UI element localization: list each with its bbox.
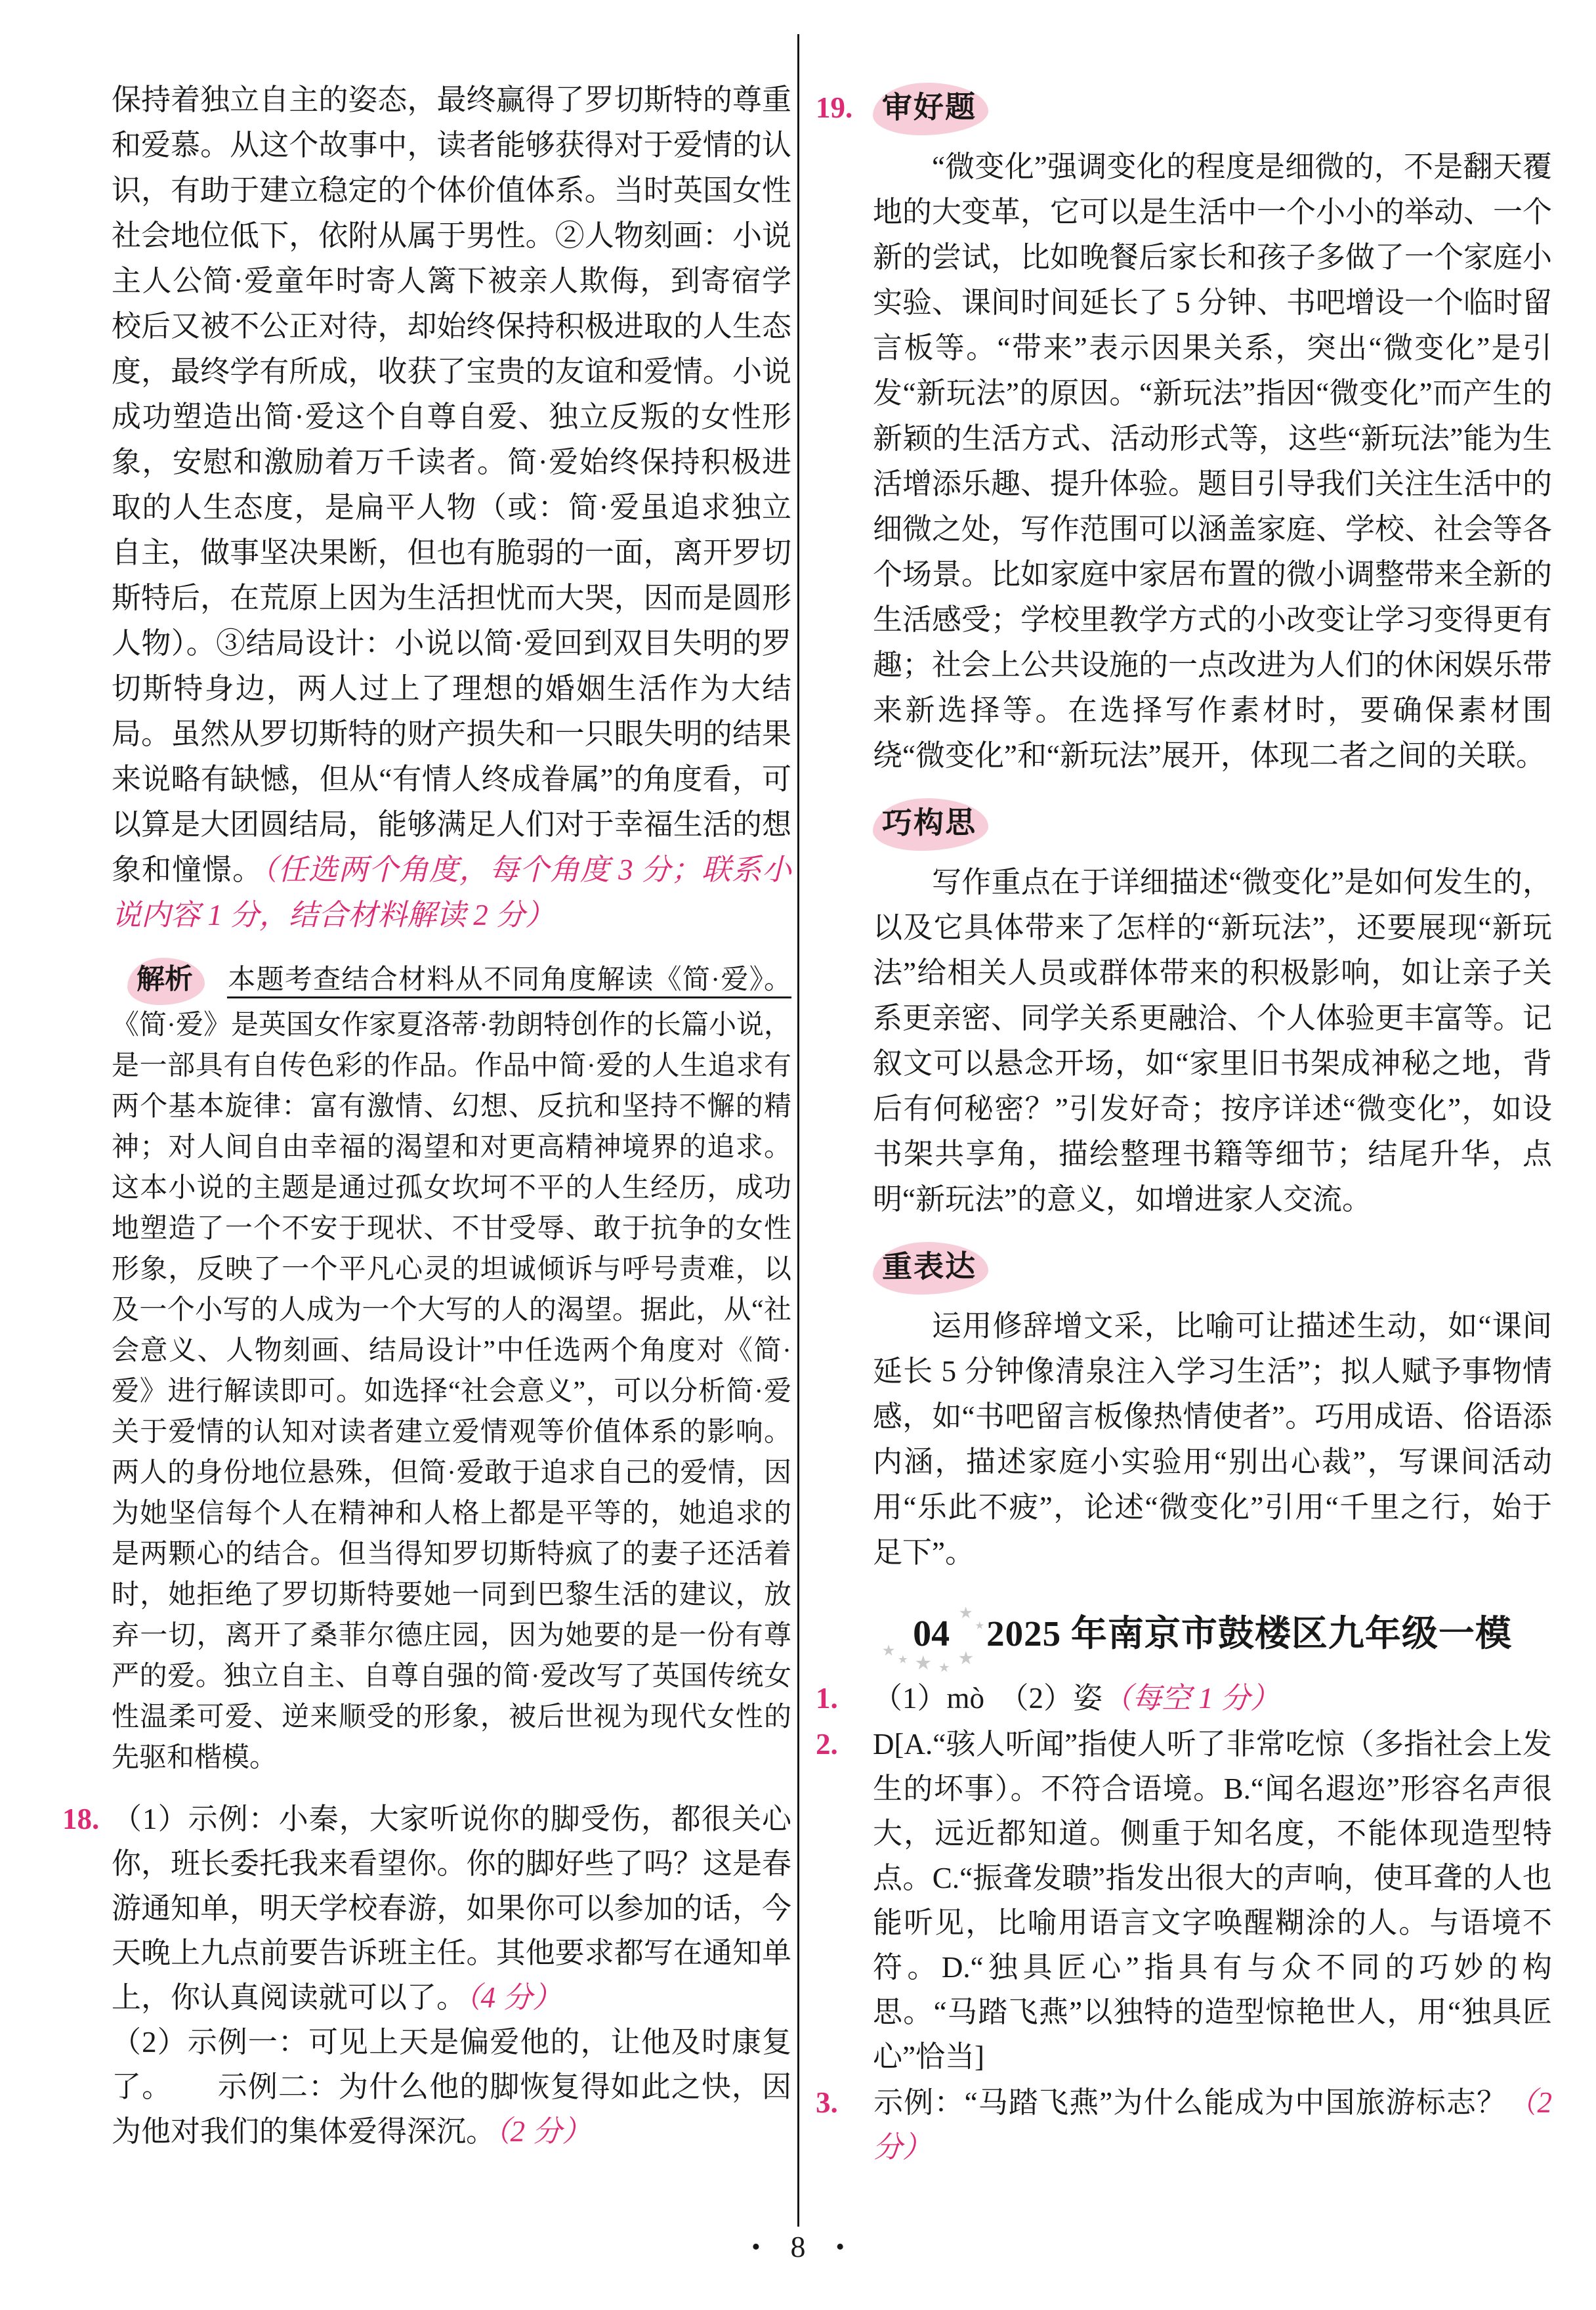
score-note: （4 分） [466, 1981, 562, 2014]
answer-items-list [816, 1676, 1552, 2170]
section-text: 运用修辞增文采，比喻可让描述生动，如“课间延长 5 分钟像清泉注入学习生活”；拟人赋予事物情感，如“书吧留言板像热情使者”。巧用成语、俗语添内涵，描述家庭小实验用“别出心裁”，写课间活动用“乐此不疲”，论述“微变化”引用“千里之行，始于足下”。 [873, 1310, 1552, 1569]
section-label-row [873, 798, 1552, 851]
score-note: （每空 1 分） [1102, 1682, 1280, 1715]
answer-text: （2）示例一：可见上天是偏爱他的，让他及时康复了。 示例二：为什么他的脚恢复得如此之快，因为他对我们的集体爱得深沉。 [112, 2026, 791, 2148]
section-label-qiao-gou-si: 巧构思 [873, 798, 989, 851]
section-text: “微变化”强调变化的程度是细微的，不是翻天覆地的大变革，它可以是生活中一个小小的举动、一个新的尝试，比如晚餐后家长和孩子多做了一个家庭小实验、课间时间延长了 5 分钟、书吧增设一个临时留言板等。“带来”表示因果关系，突出“微变化”是引发“新玩法”的原因。“新玩法”指因“微变化”而产生的新颖的生活方式、活动形式等，这些“新玩法”能为生活增添乐趣、提升体验。题目引导我们关注生活中的细微之处，写作范围可以涵盖家庭、学校、社会等各个场景。比如家庭中家居布置的微小调整带来全新的生活感受；学校里教学方式的小改变让学习变得更有趣；社会上公共设施的一点改进为人们的休闲娱乐带来新选择等。在选择写作素材时，要确保素材围绕“微变化”和“新玩法”展开，体现二者之间的关联。 [873, 150, 1553, 772]
item-number: 19. [816, 91, 853, 124]
section-label-shen-hao-ti: 审好题 [873, 82, 989, 136]
star-icon: ★ [959, 1650, 973, 1667]
section-label-zhong-biao-da: 重表达 [873, 1241, 989, 1295]
answer-text: 示例：“马踏飞燕”为什么能成为中国旅游标志？ [873, 2086, 1507, 2119]
item-19-heading-row [816, 83, 1552, 135]
answer-item-3 [816, 2080, 1552, 2170]
column-divider [797, 34, 799, 2227]
section-text: 写作重点在于详细描述“微变化”是如何发生的，以及它具体带来了怎样的“新玩法”，还要展现“新玩法”给相关人员或群体带来的积极影响，如让亲子关系更亲密、同学关系更融洽、个人体验更丰富等。记叙文可以悬念开场，如“家里旧书架成神秘之地，背后有何秘密？”引发好奇；按序详述“微变化”，如设书架共享角，描绘整理书籍等细节；结尾升华，点明“新玩法”的意义，如增进家人交流。 [873, 866, 1553, 1216]
score-note: （2 分） [873, 2086, 1552, 2164]
footer-dot: • [751, 2233, 761, 2261]
item-number: 3. [816, 2086, 838, 2119]
analysis-lead-sentence: 本题考查结合材料从不同角度解读《简·爱》。 [227, 965, 791, 995]
answer-17-continuation [112, 77, 791, 938]
star-icon: ★ [975, 1621, 984, 1631]
item-19-block [816, 83, 1552, 2170]
star-icon: ★ [959, 1605, 973, 1621]
analysis-body: 《简·爱》是英国女作家夏洛蒂·勃朗特创作的长篇小说，是一部具有自传色彩的作品。作品中简·爱的人生追求有两个基本旋律：富有激情、幻想、反抗和坚持不懈的精神；对人间自由幸福的渴望和对更高精神境界的追求。这本小说的主题是通过孤女坎坷不平的人生经历，成功地塑造了一个不安于现状、不甘受辱、敢于抗争的女性形象，反映了一个平凡心灵的坦诚倾诉与呼号责难，以及一个小写的人成为一个大写的人的渴望。据此，从“社会意义、人物刻画、结局设计”中任选两个角度对《简·爱》进行解读即可。如选择“社会意义”，可以分析简·爱关于爱情的认知对读者建立爱情观等价值体系的影响。两人的身份地位悬殊，但简·爱敢于追求自己的爱情，因为她坚信每个人在精神和人格上都是平等的，她追求的是两颗心的结合。但当得知罗切斯特疯了的妻子还活着时，她拒绝了罗切斯特要她一同到巴黎生活的建议，放弃一切，离开了桑菲尔德庄园，因为她要的是一份有尊严的爱。独立自主、自尊自强的简·爱改写了英国传统女性温柔可爱、逆来顺受的形象，被后世视为现代女性的先驱和楷模。 [112, 1010, 791, 1773]
answer-text: D[A.“骇人听闻”指使人听了非常吃惊（多指社会上发生的坏事）。不符合语境。B.“闻名遐迩”形容名声很大，远近都知道。侧重于知名度，不能体现造型特点。C.“振聋发聩”指发出很大的声响，使耳聋的人也能听见，比喻用语言文字唤醒糊涂的人。与语境不符。D.“独具匠心”指具有与众不同的巧妙的构思。“马踏飞燕”以独特的造型惊艳世人，用“独具匠心”恰当] [873, 1728, 1552, 2073]
star-icon: ★ [898, 1655, 908, 1665]
answer-item-18 [62, 1797, 791, 2154]
item-number: 2. [816, 1728, 838, 1761]
score-note: （2 分） [495, 2115, 592, 2148]
section-badge-wrap [883, 1605, 984, 1674]
right-column [816, 83, 1552, 2171]
page-number: 8 [790, 2230, 806, 2263]
answer-item-1 [816, 1676, 1552, 1721]
footer-dot: • [835, 2233, 845, 2261]
answer-text: （1）mò （2）姿 [873, 1682, 1103, 1715]
score-note: （任选两个角度，每个角度 3 分；联系小说内容 1 分，结合材料解读 2 分） [112, 853, 791, 931]
item-number: 1. [816, 1682, 838, 1715]
analysis-block [112, 958, 791, 1778]
answer-item-2 [816, 1722, 1552, 2079]
answer-text: 保持着独立自主的姿态，最终赢得了罗切斯特的尊重和爱慕。从这个故事中，读者能够获得对于爱情的认识，有助于建立稳定的个体价值体系。当时英国女性社会地位低下，依附从属于男性。②人物刻画：小说主人公简·爱童年时寄人篱下被亲人欺侮，到寄宿学校后又被不公正对待，却始终保持积极进取的人生态度，最终学有所成，收获了宝贵的友谊和爱情。小说成功塑造出简·爱这个自尊自爱、独立反叛的女性形象，安慰和激励着万千读者。简·爱始终保持积极进取的人生态度，是扁平人物（或：简·爱虽追求独立自主，做事坚决果断，但也有脆弱的一面，离开罗切斯特后，在荒原上因为生活担忧而大哭，因而是圆形人物）。③结局设计：小说以简·爱回到双目失明的罗切斯特身边，两人过上了理想的婚姻生活作为大结局。虽然从罗切斯特的财产损失和一只眼失明的结果来说略有缺憾，但从“有情人终成眷属”的角度看，可以算是大团圆结局，能够满足人们对于幸福生活的想象和憧憬。 [112, 83, 791, 886]
left-column [62, 77, 791, 2154]
star-icon: ★ [915, 1654, 931, 1673]
item-18-part-1 [62, 1797, 791, 2020]
exam-title: 2025 年南京市鼓楼区九年级一模 [986, 1614, 1512, 1654]
analysis-label: 解析 [127, 957, 205, 1005]
item-number: 18. [62, 1803, 100, 1835]
star-icon: ★ [939, 1661, 950, 1674]
answer-text: （1）示例：小秦，大家听说你的脚受伤，都很关心你，班长委托我来看望你。你的脚好些了吗？这是春游通知单，明天学校春游，如果你可以参加的话，今天晚上九点前要告诉班主任。其他要求都写在通知单上，你认真阅读就可以了。 [112, 1803, 791, 2014]
exam-section-header [873, 1604, 1552, 1674]
item-18-part-2 [112, 2020, 791, 2154]
page-footer [0, 2229, 1596, 2264]
section-number-badge: 04 [913, 1614, 950, 1654]
section-label-row [873, 1242, 1552, 1294]
star-icon: ★ [883, 1644, 895, 1658]
